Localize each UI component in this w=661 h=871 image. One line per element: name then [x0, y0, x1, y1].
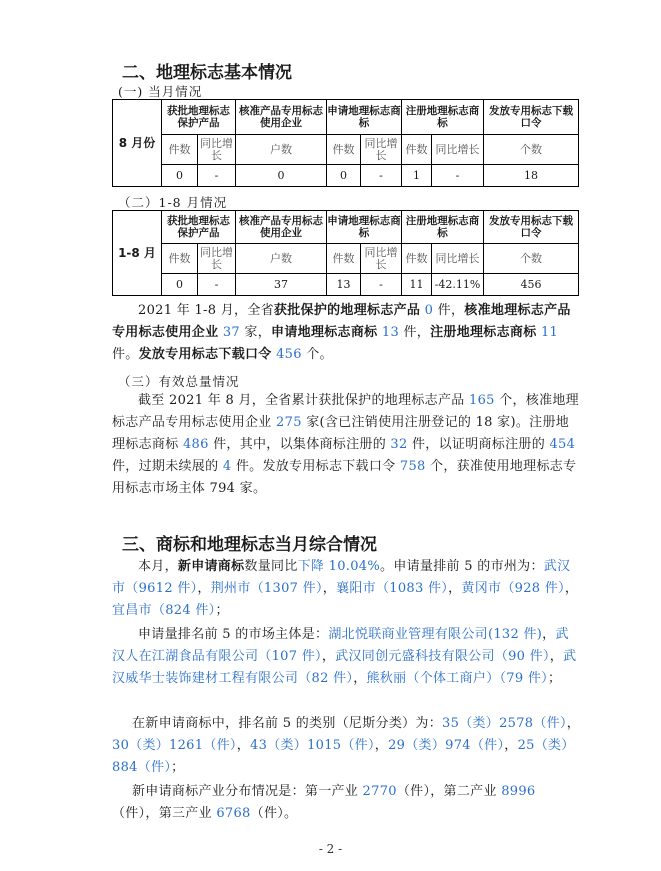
table-cell: -	[432, 165, 484, 187]
subheader-households: 户数	[236, 244, 327, 274]
table-cell: 13	[327, 274, 361, 296]
subheader-yoy: 同比增长	[198, 244, 236, 274]
subheader-yoy: 同比增长	[198, 135, 236, 165]
new-trademark-paragraph: 本月，新申请商标数量同比下降 10.04%。申请量排前 5 的市州为：武汉市（9612 件），荆州市（1307 件），襄阳市（1083 件），黄冈市（928 件），宜昌市（824 件）；	[112, 559, 579, 618]
subheader-count: 件数	[162, 244, 198, 274]
subheader-yoy: 同比增长	[361, 244, 402, 274]
table-cell: 0	[327, 165, 361, 187]
subsection-3-title: （三）有效总量情况	[118, 374, 240, 389]
summary-paragraph-ytd: 2021 年 1-8 月，全省获批保护的地理标志产品 0 件，核准地理标志产品专用标志使用企业 37 家，申请地理标志商标 13 件，注册地理标志商标 11 件。发放专用标志下载口令 456 个。	[112, 303, 571, 362]
table-cell: -42.11%	[432, 274, 484, 296]
header-apply-trademark: 申请地理标志商标	[327, 100, 402, 135]
subsection-1-title: (一) 当月情况	[118, 84, 203, 99]
subheader-units: 个数	[484, 244, 579, 274]
subheader-households: 户数	[236, 135, 327, 165]
subheader-count: 件数	[327, 135, 361, 165]
header-enterprises: 核准产品专用标志使用企业	[236, 100, 327, 135]
table-cell: 0	[162, 165, 198, 187]
row-label: 1-8 月	[113, 211, 162, 296]
table-cell: -	[361, 274, 402, 296]
header-download-tokens: 发放专用标志下载口令	[484, 100, 579, 135]
table-cell: -	[198, 274, 236, 296]
subheader-count: 件数	[402, 135, 432, 165]
table-cell: 11	[402, 274, 432, 296]
top-classes-paragraph: 在新申请商标中，排名前 5 的类别（尼斯分类）为：35（类）2578（件），30（类）1261（件），43（类）1015（件），29（类）974（件），25（类）884（件）；	[112, 716, 581, 775]
table-cell: 18	[484, 165, 579, 187]
top-applicants-paragraph: 申请量排名前 5 的市场主体是：湖北悦联商业管理有限公司(132 件)，武汉人在江湖食品有限公司（107 件），武汉同创元盛科技有限公司（90 件），武汉威华士装饰建材工程有限公司（82 件），熊秋丽（个体工商户）（79 件）；	[112, 627, 577, 686]
table-cell: 0	[236, 165, 327, 187]
table-cell: 456	[484, 274, 579, 296]
section-2-title: 二、地理标志基本情况	[122, 63, 292, 83]
summary-paragraph-total: 截至 2021 年 8 月，全省累计获批保护的地理标志产品 165 个，核准地理标志产品专用标志使用企业 275 家(含已注销使用注册登记的 18 家)。注册地理标志商标 486 件，其中，以集体商标注册的 32 件，以证明商标注册的 454 件，过期未续展的 4 件。发放专用标志下载口令 758 个，获准使用地理标志专用标志市场主体 794 家。	[112, 393, 579, 496]
monthly-stats-table	[112, 99, 579, 187]
header-registered-trademark: 注册地理标志商标	[402, 211, 484, 244]
subheader-yoy: 同比增长	[432, 244, 484, 274]
table-cell: 37	[236, 274, 327, 296]
table-cell: -	[198, 165, 236, 187]
table-cell: -	[361, 165, 402, 187]
subheader-count: 件数	[402, 244, 432, 274]
industry-distribution-paragraph: 新申请商标产业分布情况是：第一产业 2770（件），第二产业 8996（件），第三产业 6768（件）。	[112, 784, 536, 821]
subheader-yoy: 同比增长	[361, 135, 402, 165]
header-download-tokens: 发放专用标志下载口令	[484, 211, 579, 244]
row-label: 8 月份	[113, 100, 162, 187]
header-gi-products: 获批地理标志保护产品	[162, 100, 236, 135]
table-cell: 0	[162, 274, 198, 296]
subheader-units: 个数	[484, 135, 579, 165]
header-apply-trademark: 申请地理标志商标	[327, 211, 402, 244]
subheader-yoy: 同比增长	[432, 135, 484, 165]
ytd-stats-table	[112, 210, 579, 296]
header-enterprises: 核准产品专用标志使用企业	[236, 211, 327, 244]
page-number: - 2 -	[318, 842, 343, 856]
subheader-count: 件数	[162, 135, 198, 165]
subsection-2-title: （二）1-8 月情况	[118, 195, 228, 210]
subheader-count: 件数	[327, 244, 361, 274]
header-registered-trademark: 注册地理标志商标	[402, 100, 484, 135]
table-cell: 1	[402, 165, 432, 187]
section-3-title: 三、商标和地理标志当月综合情况	[122, 535, 377, 555]
header-gi-products: 获批地理标志保护产品	[162, 211, 236, 244]
